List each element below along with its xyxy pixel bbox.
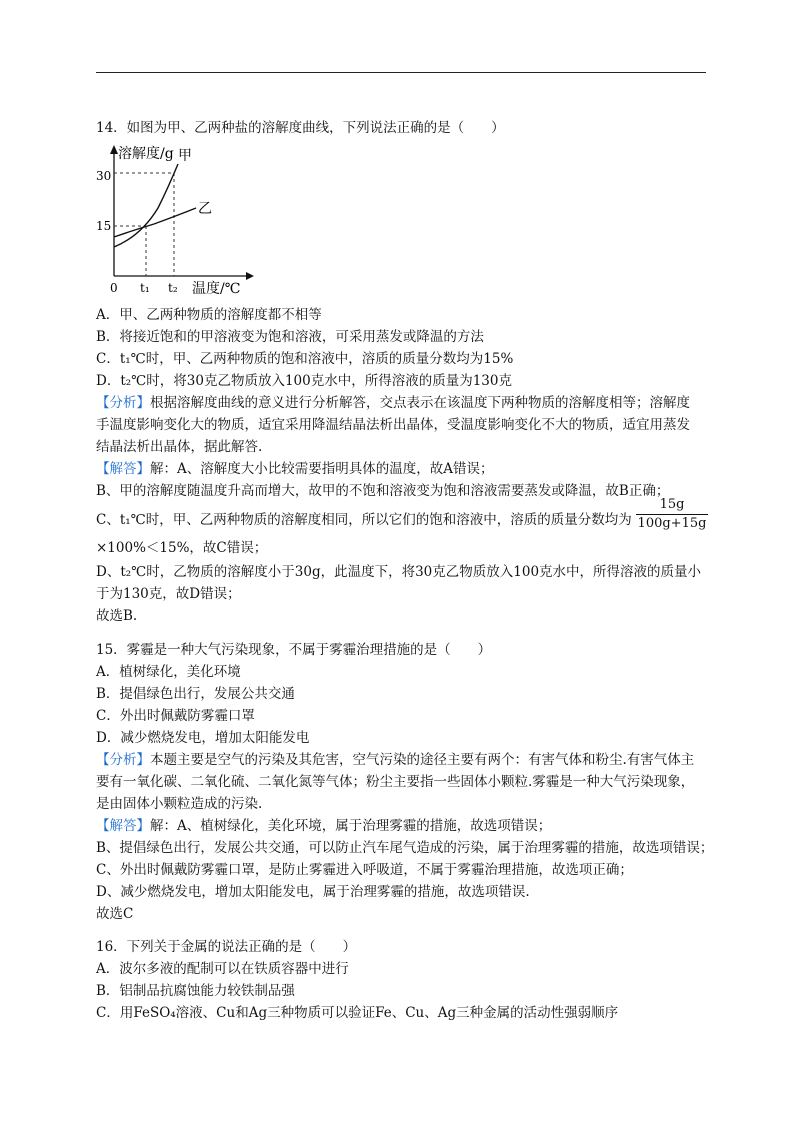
series-b-label: 乙	[198, 201, 212, 217]
x-axis-arrow	[246, 272, 254, 280]
y-axis-label: 溶解度/g	[118, 146, 174, 162]
q14-answer-line-6: 于为130克，故D错误；	[96, 586, 241, 602]
q15-analysis-line-1: 【分析】本题主要是空气的污染及其危害，空气污染的途径主要有两个：有害气体和粉尘.有害气体主	[96, 752, 695, 768]
q15-option-b: B．提倡绿色出行，发展公共交通	[96, 686, 295, 702]
q14-answer-line-2: B、甲的溶解度随温度升高而增大，故甲的不饱和溶液变为饱和溶液需要蒸发或降温，故B正确；	[96, 483, 670, 499]
q14-answer-line-1: 【解答】解：A、溶解度大小比较需要指明具体的温度，故A错误；	[96, 461, 494, 477]
x-tick-t2: t₂	[168, 281, 178, 295]
x-tick-0: 0	[110, 281, 118, 295]
q15-analysis-line-3: 是由固体小颗粒造成的污染.	[96, 796, 263, 812]
question-15-stem: 15．雾霾是一种大气污染现象，不属于雾霾治理措施的是（ ）	[96, 642, 492, 658]
q16-option-a: A．波尔多液的配制可以在铁质容器中进行	[96, 961, 349, 977]
answer-tag: 【解答】	[96, 461, 150, 477]
q14-option-c: C．t₁℃时，甲、乙两种物质的饱和溶液中，溶质的质量分数均为15%	[96, 351, 514, 367]
q15-option-a: A．植树绿化，美化环境	[96, 664, 241, 680]
q15-answer-line-1: 【解答】解：A、植树绿化，美化环境，属于治理雾霾的措施，故选项错误；	[96, 818, 552, 834]
y-axis-arrow	[110, 145, 118, 154]
q14-analysis-line-2: 手温度影响变化大的物质，适宜采用降温结晶法析出晶体，受温度影响变化不大的物质，适宜用蒸发	[96, 417, 690, 433]
q15-answer-line-4: D、减少燃烧发电，增加太阳能发电，属于治理雾霾的措施，故选项错误.	[96, 884, 530, 900]
q14-answer-line-3: C、t₁℃时，甲、乙两种物质的溶解度相同，所以它们的饱和溶液中，溶质的质量分数均为	[96, 512, 632, 528]
q14-option-b: B．将接近饱和的甲溶液变为饱和溶液，可采用蒸发或降温的方法	[96, 329, 484, 345]
q14-option-d: D．t₂℃时，将30克乙物质放入100克水中，所得溶液的质量为130克	[96, 373, 512, 389]
answer-tag: 【解答】	[96, 818, 150, 834]
q15-analysis-line-2: 要有一氧化碳、二氧化硫、二氧化氮等气体；粉尘主要指一些固体小颗粒.雾霾是一种大气污染现象，	[96, 774, 695, 790]
x-axis-label: 温度/℃	[192, 281, 241, 297]
question-14-stem: 14．如图为甲、乙两种盐的溶解度曲线，下列说法正确的是（ ）	[96, 120, 505, 136]
fraction-numerator: 15g	[659, 497, 685, 512]
q14-analysis-line-3: 结晶法析出晶体，据此解答.	[96, 439, 263, 455]
solubility-graph	[96, 140, 256, 302]
q14-answer-line-5: D、t₂℃时，乙物质的溶解度小于30g，此温度下，将30克乙物质放入100克水中，所得溶液的质量小	[96, 564, 702, 580]
q16-option-c: C．用FeSO₄溶液、Cu和Ag三种物质可以验证Fe、Cu、Ag三种金属的活动性强弱顺序	[96, 1005, 619, 1021]
analysis-tag: 【分析】	[96, 752, 150, 768]
q14-analysis-line-1: 【分析】根据溶解度曲线的意义进行分析解答，交点表示在该温度下两种物质的溶解度相等；溶解度	[96, 395, 690, 411]
mass-fraction	[636, 496, 708, 533]
question-16-stem: 16．下列关于金属的说法正确的是（ ）	[96, 939, 357, 955]
q15-option-d: D．减少燃烧发电，增加太阳能发电	[96, 730, 310, 746]
q15-answer-line-5: 故选C	[96, 906, 134, 922]
y-tick-15: 15	[96, 219, 112, 233]
q15-answer-line-2: B、提倡绿色出行，发展公共交通，可以防止汽车尾气造成的污染，属于治理雾霾的措施，故选项错误；	[96, 840, 714, 856]
fraction-denominator: 100g+15g	[637, 516, 707, 531]
q14-answer-line-7: 故选B.	[96, 608, 138, 624]
analysis-tag: 【分析】	[96, 395, 150, 411]
q16-option-b: B．铝制品抗腐蚀能力较铁制品强	[96, 983, 295, 999]
q15-answer-line-3: C、外出时佩戴防雾霾口罩，是防止雾霾进入呼吸道，不属于雾霾治理措施，故选项正确；	[96, 862, 633, 878]
x-tick-t1: t₁	[140, 281, 150, 295]
y-tick-30: 30	[96, 169, 112, 183]
series-a-label: 甲	[178, 148, 192, 164]
q14-option-a: A．甲、乙两种物质的溶解度都不相等	[96, 307, 322, 323]
q15-option-c: C．外出时佩戴防雾霾口罩	[96, 708, 255, 724]
header-rule	[96, 72, 706, 73]
q14-answer-line-4: ×100%＜15%，故C错误；	[96, 540, 268, 556]
